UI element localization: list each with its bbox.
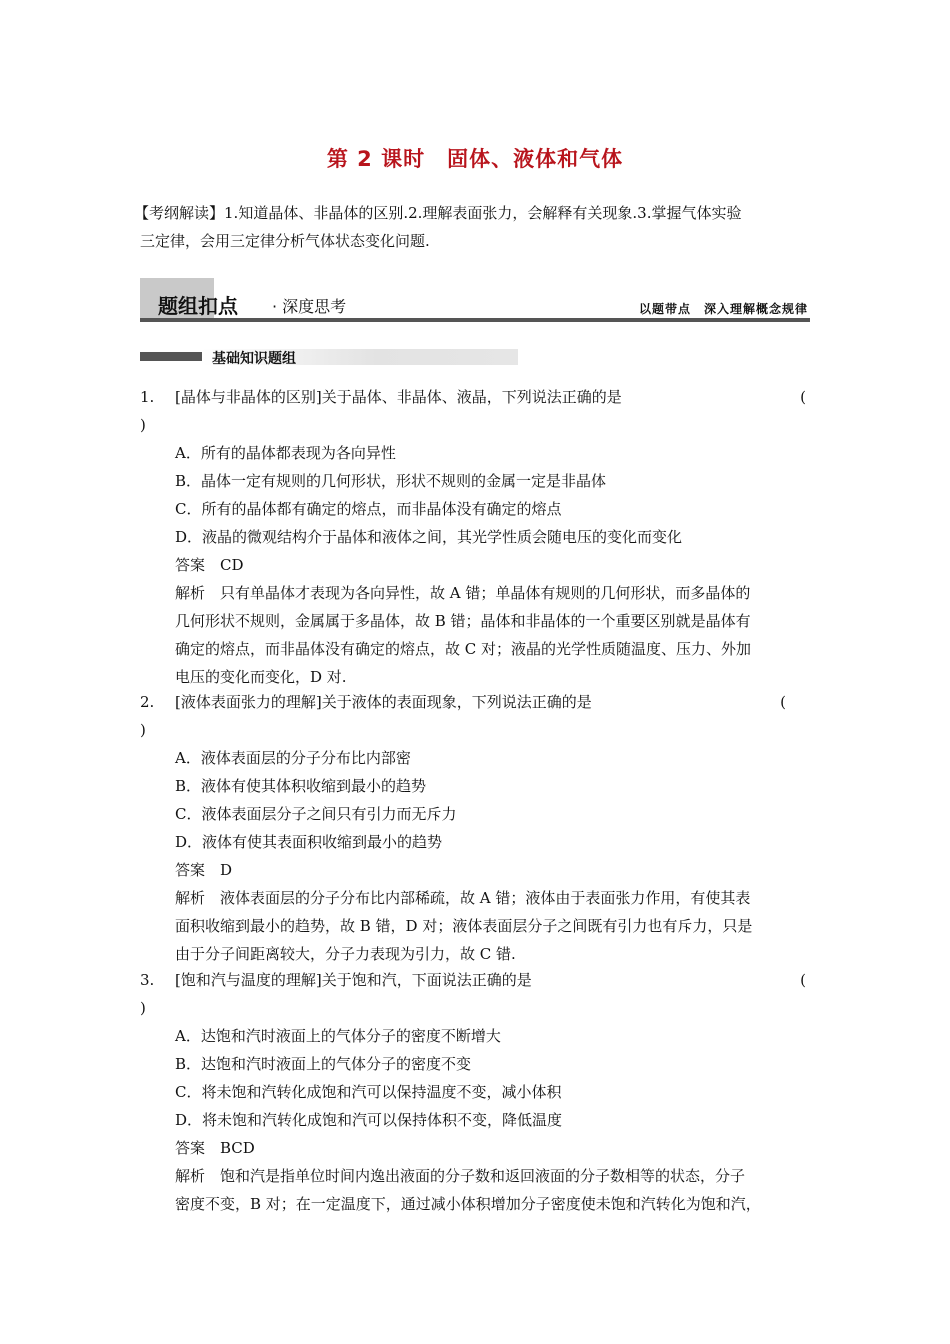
option-a: A．达饱和汽时液面上的气体分子的密度不断增大 xyxy=(175,1027,501,1045)
answer-bracket-close: ) xyxy=(140,416,146,434)
analysis-line: 电压的变化而变化，D 对. xyxy=(175,668,347,686)
option-a: A．液体表面层的分子分布比内部密 xyxy=(175,749,411,767)
question-number: 1. xyxy=(140,388,155,406)
banner-rule xyxy=(140,318,810,322)
group-title: 基础知识题组 xyxy=(212,351,296,367)
question-1 xyxy=(140,383,820,691)
option-b: B．晶体一定有规则的几何形状，形状不规则的金属一定是非晶体 xyxy=(175,472,607,490)
outline-label: 【考纲解读】 xyxy=(134,204,225,222)
question-stem: [液体表面张力的理解]关于液体的表面现象，下列说法正确的是 xyxy=(175,693,592,711)
question-stem: [晶体与非晶体的区别]关于晶体、非晶体、液晶，下列说法正确的是 xyxy=(175,388,622,406)
answer-bracket-close: ) xyxy=(140,721,146,739)
analysis-line: 解析 只有单晶体才表现为各向异性，故 A 错；单晶体有规则的几何形状，而多晶体的 xyxy=(175,584,751,602)
analysis-line: 解析 液体表面层的分子分布比内部稀疏，故 A 错；液体由于表面张力作用，有使其表 xyxy=(175,889,751,907)
option-d: D．将未饱和汽转化成饱和汽可以保持体积不变，降低温度 xyxy=(175,1111,563,1129)
outline-line-1: 1.知道晶体、非晶体的区别.2.理解表面张力，会解释有关现象.3.掌握气体实验 xyxy=(224,204,742,222)
option-d: D．液体有使其表面积收缩到最小的趋势 xyxy=(175,833,443,851)
question-stem: [饱和汽与温度的理解]关于饱和汽，下面说法正确的是 xyxy=(175,971,532,989)
analysis-line: 由于分子间距离较大，分子力表现为引力，故 C 错. xyxy=(175,945,516,963)
group-heading xyxy=(140,349,520,365)
analysis-line: 确定的熔点，而非晶体没有确定的熔点，故 C 对；液晶的光学性质随温度、压力、外加 xyxy=(175,640,752,658)
option-c: C．所有的晶体都有确定的熔点，而非晶体没有确定的熔点 xyxy=(175,500,562,518)
answer-bracket-open: ( xyxy=(800,971,806,989)
option-c: C．将未饱和汽转化成饱和汽可以保持温度不变，减小体积 xyxy=(175,1083,562,1101)
analysis-line: 几何形状不规则，金属属于多晶体，故 B 错；晶体和非晶体的一个重要区别就是晶体有 xyxy=(175,612,751,630)
option-c: C．液体表面层分子之间只有引力而无斥力 xyxy=(175,805,457,823)
banner-subtitle: · 深度思考 xyxy=(272,297,347,316)
option-b: B．液体有使其体积收缩到最小的趋势 xyxy=(175,777,427,795)
option-d: D．液晶的微观结构介于晶体和液体之间，其光学性质会随电压的变化而变化 xyxy=(175,528,683,546)
banner-title: 题组扣点 xyxy=(158,294,238,318)
answer: 答案 D xyxy=(175,861,233,879)
question-3 xyxy=(140,966,820,1226)
analysis-line: 面积收缩到最小的趋势，故 B 错，D 对；液体表面层分子之间既有引力也有斥力，只是 xyxy=(175,917,753,935)
option-a: A．所有的晶体都表现为各向异性 xyxy=(175,444,396,462)
answer-bracket-open: ( xyxy=(800,388,806,406)
answer: 答案 CD xyxy=(175,556,244,574)
analysis-line: 密度不变，B 对；在一定温度下，通过减小体积增加分子密度使未饱和汽转化为饱和汽， xyxy=(175,1195,761,1213)
section-banner xyxy=(140,278,810,324)
answer: 答案 BCD xyxy=(175,1139,255,1157)
lesson-number: 第 2 课时 xyxy=(326,147,426,171)
banner-motto: 以题带点 深入理解概念规律 xyxy=(638,302,808,316)
question-number: 3. xyxy=(140,971,155,989)
option-b: B．达饱和汽时液面上的气体分子的密度不变 xyxy=(175,1055,472,1073)
outline-line-2: 三定律，会用三定律分析气体状态变化问题. xyxy=(140,232,430,250)
lesson-topic: 固体、液体和气体 xyxy=(447,147,624,171)
answer-bracket-open: ( xyxy=(780,693,786,711)
page-title xyxy=(0,143,950,173)
answer-bracket-close: ) xyxy=(140,999,146,1017)
analysis-line: 解析 饱和汽是指单位时间内逸出液面的分子数和返回液面的分子数相等的状态，分子 xyxy=(175,1167,746,1185)
syllabus-outline xyxy=(134,199,820,255)
question-number: 2. xyxy=(140,693,155,711)
question-2 xyxy=(140,688,820,968)
